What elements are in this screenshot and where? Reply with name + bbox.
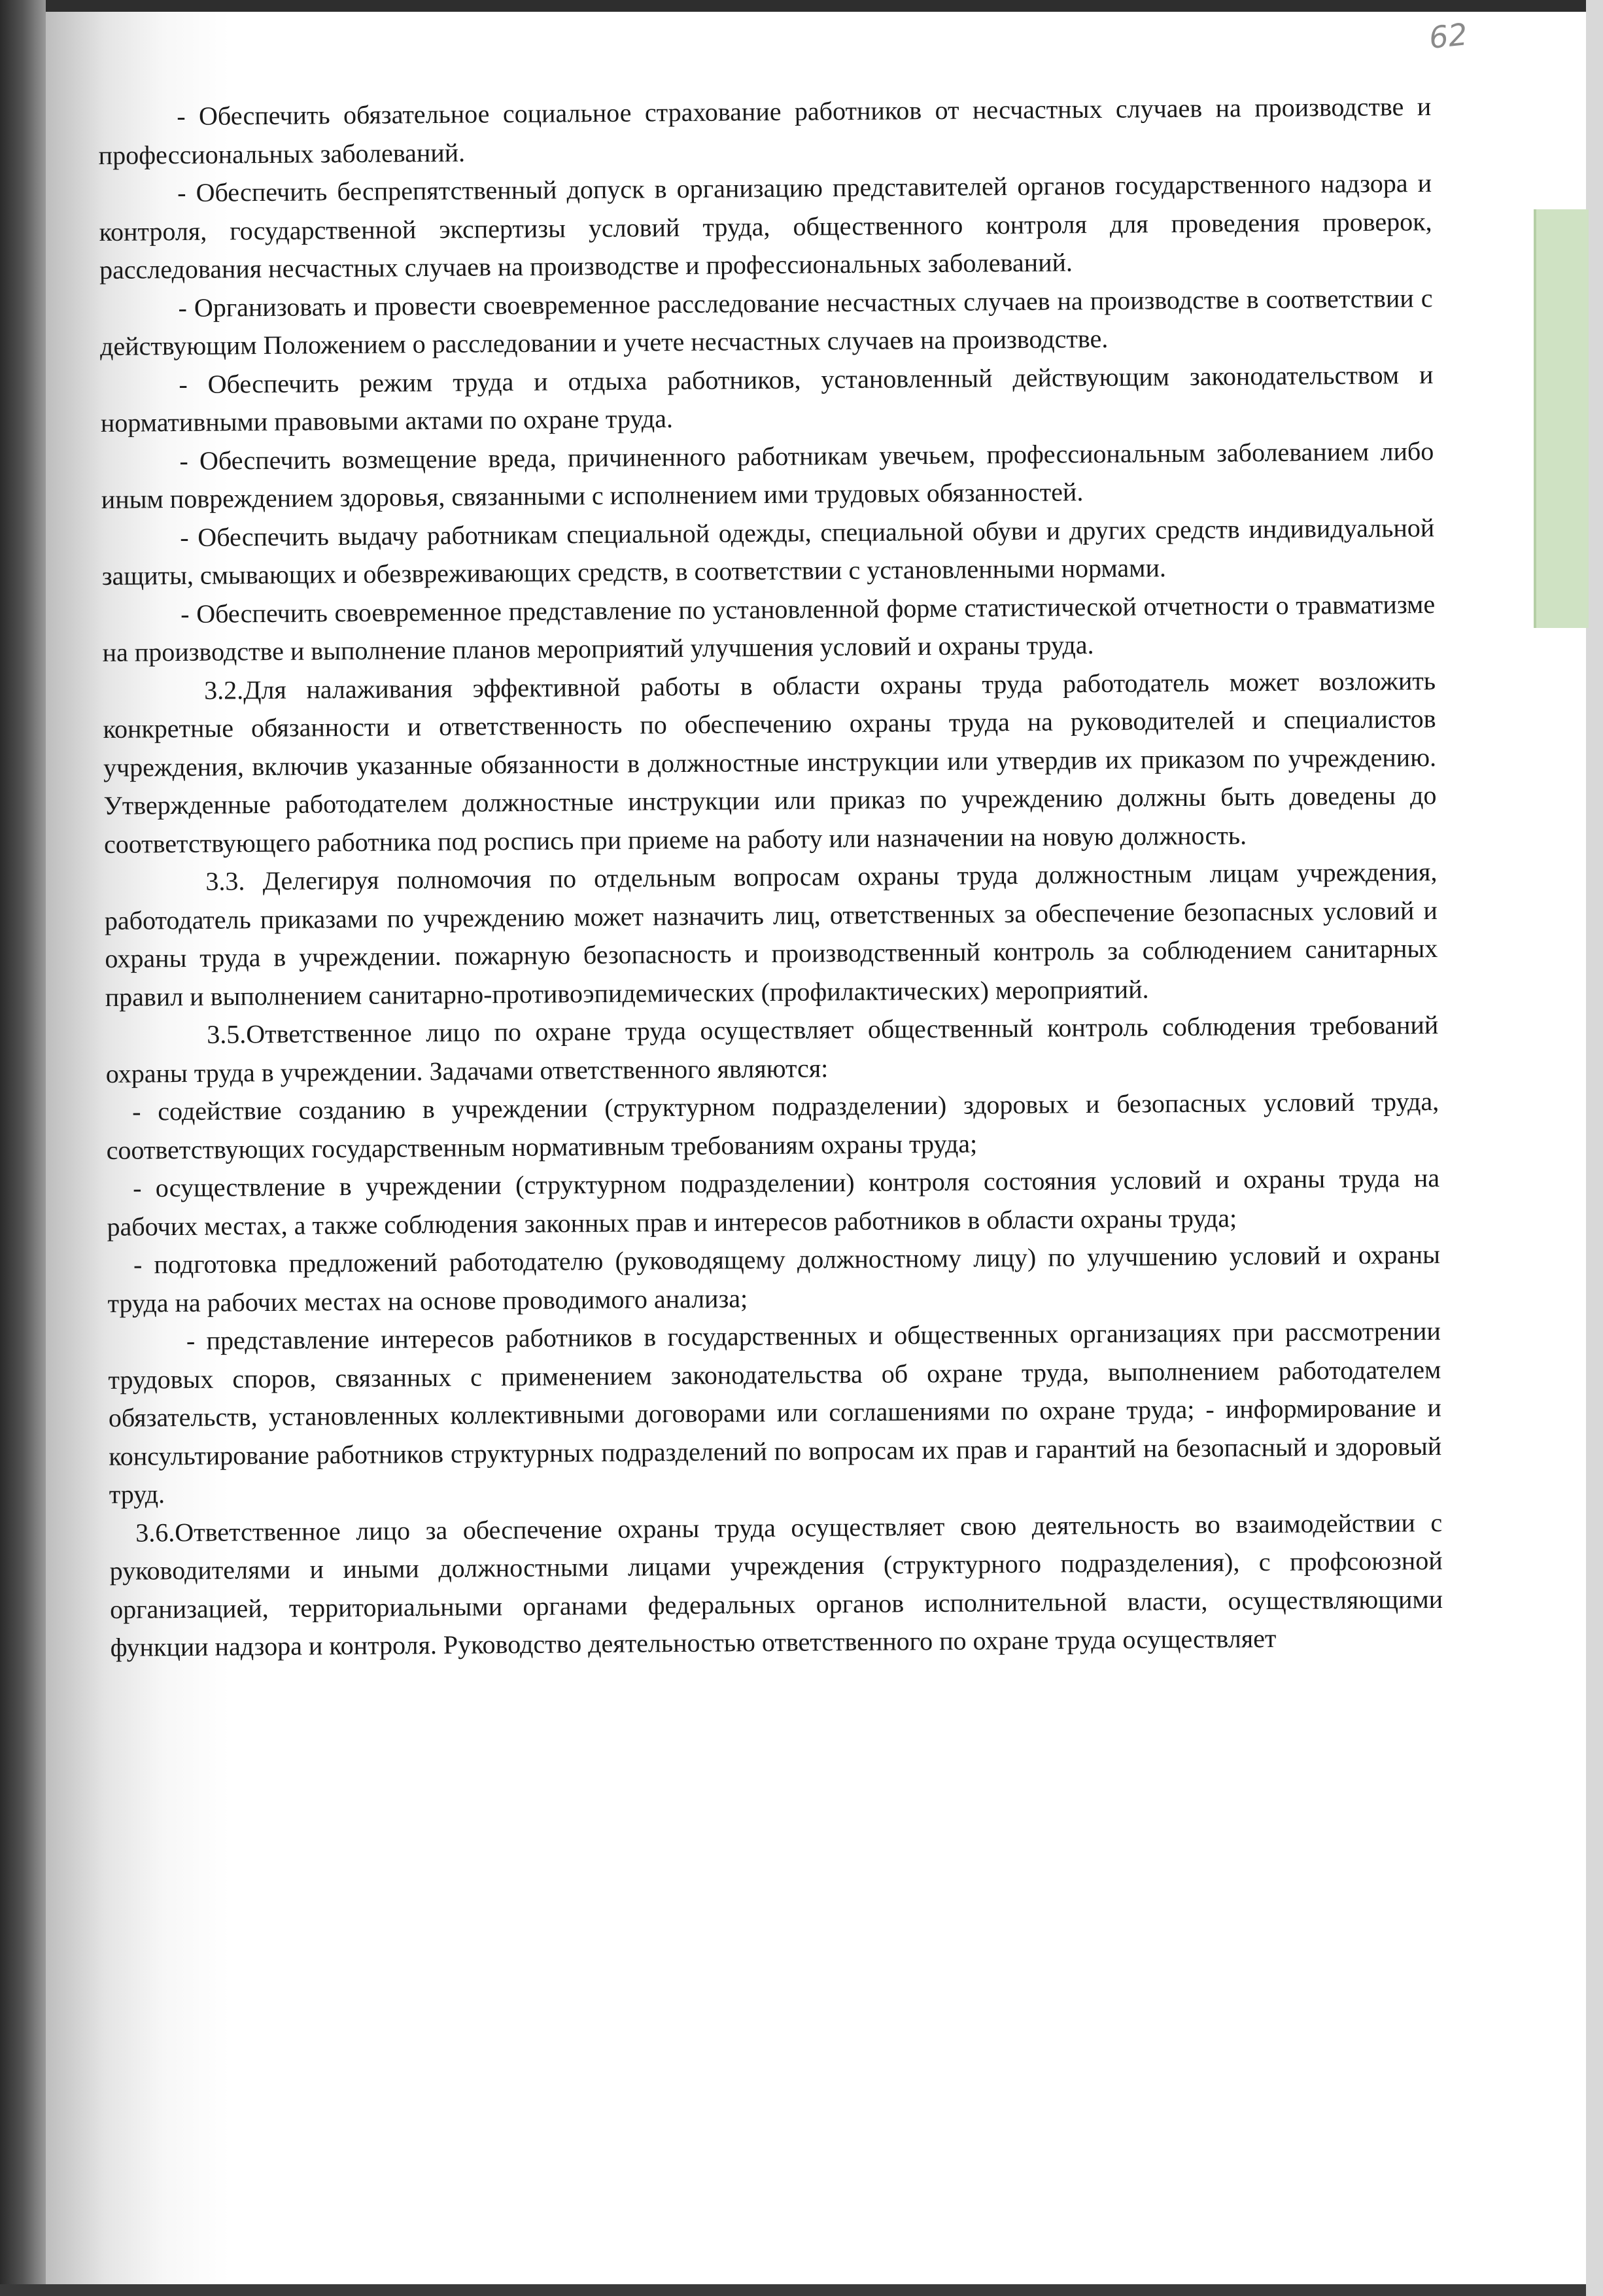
section-3-6: 3.6.Ответственное лицо за обеспечение охраны труда осуществляет свою деятельность во взаимодействии с руководителями и иными должностными лицами учреждения (структурного подразделения), с профсоюзной организацией, территориальными органами федеральных органов исполнительной власти, осуществляющими функции надзора и контроля. Руководство деятельностью ответственного по охране труда осуществляет (109, 1507, 1443, 1662)
paragraph-accident-investigation: - Организовать и провести своевременное расследование несчастных случаев на производстве в соответствии с действующим Положением о расследовании и учете несчастных случаев на производстве. (99, 283, 1433, 361)
paragraph-statistical-reporting: - Обеспечить своевременное представление по установленной форме статистической отчетности о травматизме на производстве и выполнение планов мероприятий улучшения условий и охраны труда. (102, 589, 1436, 667)
paragraph-work-rest-regime: - Обеспечить режим труда и отдыха работников, установленный действующим законодательством и нормативными правовыми актами по охране труда. (100, 359, 1434, 438)
paragraph-insurance: - Обеспечить обязательное социальное страхование работников от несчастных случаев на производстве и профессиональных заболеваний. (98, 91, 1432, 170)
sticky-note-tab (1534, 209, 1589, 628)
paragraph-damage-compensation: - Обеспечить возмещение вреда, причиненного работникам увечьем, профессиональным заболеванием либо иным повреждением здоровья, связанными с исполнением ими трудовых обязанностей. (101, 436, 1434, 514)
task-proposals: - подготовка предложений работодателю (руководящему должностному лицу) по улучшению условий и охраны труда на рабочих местах на основе проводимого анализа; (107, 1239, 1441, 1318)
task-representation: - представление интересов работников в государственных и общественных организациях при рассмотрении трудовых споров, связанных с применением законодательства об охране труда, выполнением работодателем обязательств, установленных коллективными договорами или соглашениями по охране труда; - информирование и консультирование работников структурных подразделений по вопросам их прав и гарантий на безопасный и здоровый труд. (108, 1315, 1442, 1509)
section-3-3: 3.3. Делегируя полномочия по отдельным вопросам охраны труда должностным лицам учреждения, работодатель приказами по учреждению может назначить лиц, ответственных за обеспечение безопасных условий и охраны труда в учреждении. пожарную безопасность и производственный контроль за соблюдением санитарных правил и выполнением санитарно-противоэпидемических (профилактических) мероприятий. (104, 856, 1438, 1012)
paragraph-inspection-access: - Обеспечить беспрепятственный допуск в организацию представителей органов государственного надзора и контроля, государственной экспертизы условий труда, общественного контроля для проведения проверок, расследования несчастных случаев на производстве и профессиональных заболеваний. (99, 167, 1432, 285)
scan-border-bottom (0, 2284, 1603, 2296)
paragraph-protective-equipment: - Обеспечить выдачу работникам специальной одежды, специальной обуви и других средств индивидуальной защиты, смывающих и обезвреживающих средств, в соответствии с установленными нормами. (101, 512, 1435, 591)
scan-border-top (0, 0, 1603, 12)
section-3-5: 3.5.Ответственное лицо по охране труда осуществляет общественный контроль соблюдения требований охраны труда в учреждении. Задачами ответственного являются: (105, 1009, 1439, 1088)
task-healthy-conditions: - содействие созданию в учреждении (структурном подразделении) здоровых и безопасных условий труда, соответствующих государственным нормативным требованиям охраны труда; (106, 1086, 1439, 1165)
scan-border-left (0, 0, 46, 2296)
task-condition-control: - осуществление в учреждении (структурном подразделении) контроля состояния условий и охраны труда на рабочих местах, а также соблюдения законных прав и интересов работников в области охраны труда; (107, 1162, 1440, 1242)
section-3-2: 3.2.Для налаживания эффективной работы в области охраны труда работодатель может возложить конкретные обязанности и ответственность по обеспечению охраны труда на руководителей и специалистов учреждения, включив указанные обязанности в должностные инструкции или утвердив их приказом по учреждению. Утвержденные работодателем должностные инструкции или приказ по учреждению должны быть доведены до соответствующего работника под роспись при приеме на работу или назначении на новую должность. (103, 665, 1437, 859)
document-body (98, 88, 1443, 1667)
handwritten-page-number: 62 (1427, 16, 1470, 56)
